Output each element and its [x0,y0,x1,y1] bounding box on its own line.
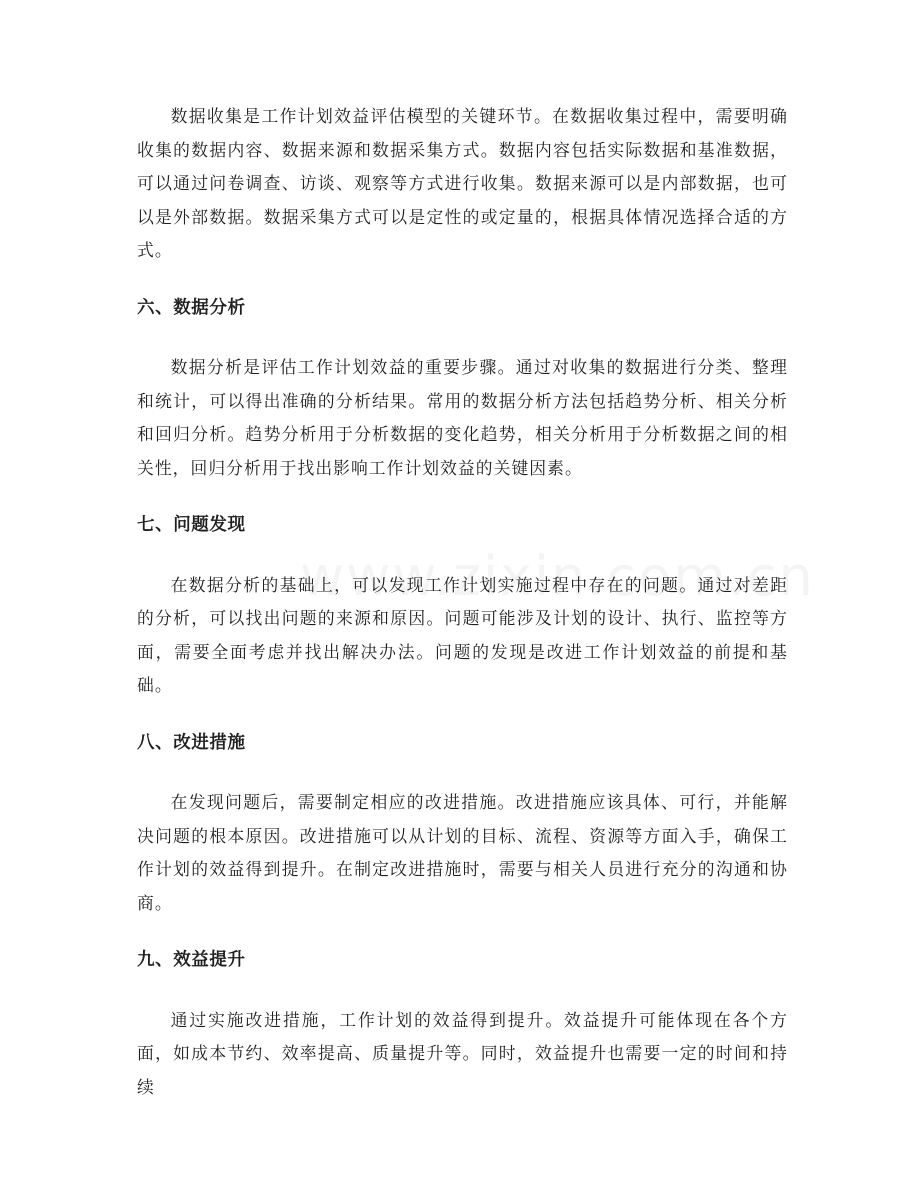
section-heading-data-analysis: 六、数据分析 [137,297,246,318]
section-heading-problem-discovery: 七、问题发现 [137,515,246,535]
section-paragraph-data-analysis: 数据分析是评估工作计划效益的重要步骤。通过对收集的数据进行分类、整理和统计，可以得出准确的分析结果。常用的数据分析方法包括趋势分析、相关分析和回归分析。趋势分析用于分析数据的变化趋势，相关分析用于分析数据之间的相关性，回归分析用于找出影响工作计划效益的关键因素。 [137,357,788,478]
section-heading-benefit-improvement: 九、效益提升 [137,950,246,970]
section-paragraph-benefit-improvement: 通过实施改进措施，工作计划的效益得到提升。效益提升可能体现在各个方面，如成本节约、效率提高、质量提升等。同时，效益提升也需要一定的时间和持续 [137,1009,788,1097]
section-paragraph-improvement-measures: 在发现问题后，需要制定相应的改进措施。改进措施应该具体、可行，并能解决问题的根本原因。改进措施可以从计划的目标、流程、资源等方面入手，确保工作计划的效益得到提升。在制定改进措施时，需要与相关人员进行充分的沟通和协商。 [137,792,788,913]
document-page [137,100,788,1104]
section-heading-improvement-measures: 八、改进措施 [137,732,246,753]
section-paragraph-problem-discovery: 在数据分析的基础上，可以发现工作计划实施过程中存在的问题。通过对差距的分析，可以找出问题的来源和原因。问题可能涉及计划的设计、执行、监控等方面，需要全面考虑并找出解决办法。问题的发现是改进工作计划效益的前提和基础。 [137,574,788,695]
intro-paragraph: 数据收集是工作计划效益评估模型的关键环节。在数据收集过程中，需要明确收集的数据内容、数据来源和数据采集方式。数据内容包括实际数据和基准数据，可以通过问卷调查、访谈、观察等方式进行收集。数据来源可以是内部数据，也可以是外部数据。数据采集方式可以是定性的或定量的，根据具体情况选择合适的方式。 [137,106,788,260]
